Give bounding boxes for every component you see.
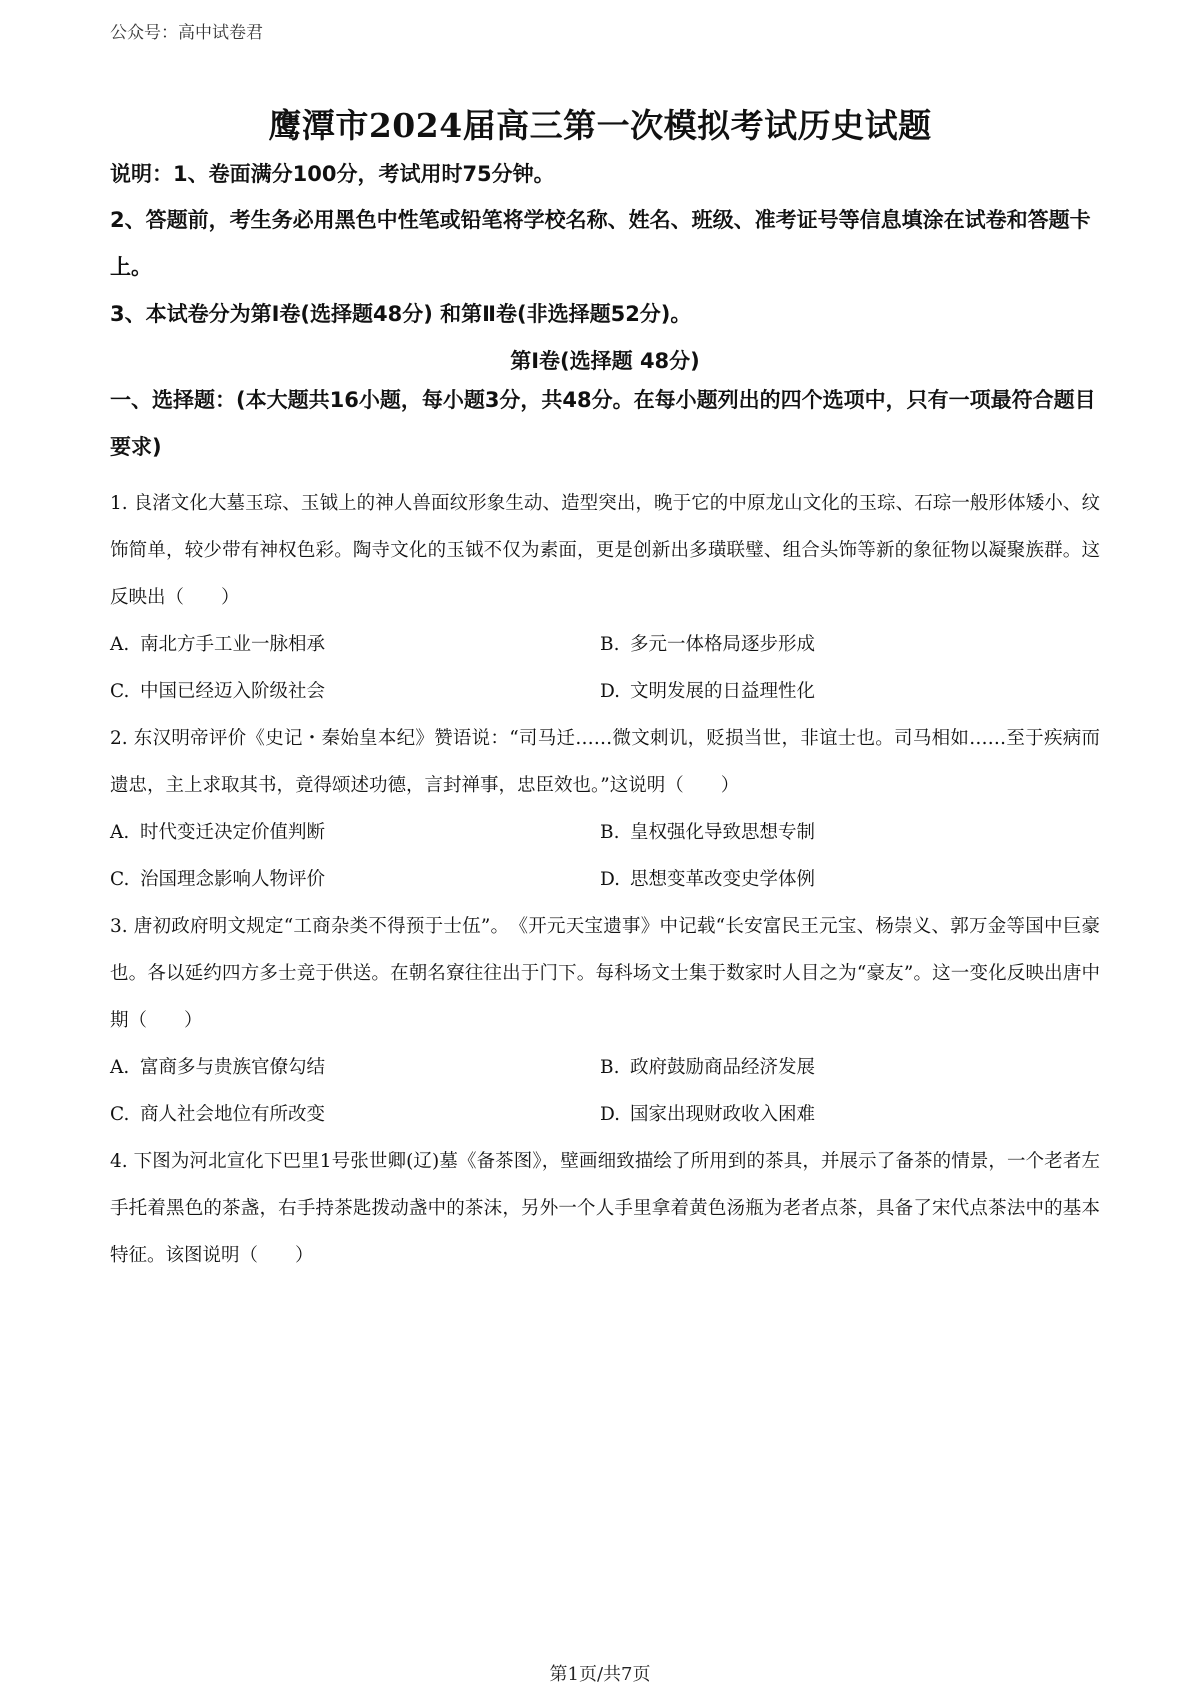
question-1 [110,480,1100,715]
question-stem: 4. 下图为河北宣化下巴里1号张世卿(辽)墓《备茶图》，壁画细致描绘了所用到的茶具，并展示了备茶的情景，一个老者左手托着黑色的茶盏，右手持茶匙拨动盏中的茶沫，另外一个人手里拿着黄色汤瓶为老者点茶，具备了宋代点茶法中的基本特征。该图说明（ ） [110,1151,1100,1266]
question-stem: 1. 良渚文化大墓玉琮、玉钺上的神人兽面纹形象生动、造型突出，晚于它的中原龙山文化的玉琮、石琮一般形体矮小、纹饰简单，较少带有神权色彩。陶寺文化的玉钺不仅为素面，更是创新出多璜联璧、组合头饰等新的象征物以凝聚族群。这反映出（ ） [110,493,1100,608]
option-a[interactable] [110,621,600,668]
instruction-2: 2、答题前，考生务必用黑色中性笔或铅笔将学校名称、姓名、班级、准考证号等信息填涂在试卷和答题卡上。 [110,208,1091,279]
option-list [110,1044,1100,1138]
option-text: 思想变革改变史学体例 [630,869,816,890]
instruction-1: 说明：1、卷面满分100分，考试用时75分钟。 [110,162,555,186]
option-letter: A. [110,822,130,843]
option-d[interactable] [600,668,1100,715]
option-text: 时代变迁决定价值判断 [140,822,326,843]
exam-title: 鹰潭市2024届高三第一次模拟考试历史试题 [268,106,932,145]
option-text: 中国已经迈入阶级社会 [140,681,326,702]
option-text: 南北方手工业一脉相承 [140,634,326,655]
option-d[interactable] [600,856,1100,903]
option-a[interactable] [110,809,600,856]
option-text: 皇权强化导致思想专制 [630,822,816,843]
option-letter: B. [600,634,620,655]
option-letter: B. [600,822,620,843]
option-letter: B. [600,1057,620,1078]
option-letter: D. [600,681,621,702]
question-3 [110,903,1100,1138]
option-b[interactable] [600,809,1100,856]
option-b[interactable] [600,1044,1100,1091]
option-d[interactable] [600,1091,1100,1138]
option-letter: A. [110,1057,130,1078]
option-text: 富商多与贵族官僚勾结 [140,1057,326,1078]
option-text: 商人社会地位有所改变 [140,1104,326,1125]
section-title: 第Ⅰ卷(选择题 48分) [510,349,700,373]
option-text: 文明发展的日益理性化 [630,681,816,702]
option-letter: C. [110,869,130,890]
exam-content [110,160,1100,1279]
header-note: 公众号：高中试卷君 [110,23,263,43]
option-a[interactable] [110,1044,600,1091]
option-c[interactable] [110,668,600,715]
option-text: 国家出现财政收入困难 [630,1104,816,1125]
option-text: 多元一体格局逐步形成 [630,634,816,655]
option-letter: D. [600,869,621,890]
option-letter: C. [110,681,130,702]
option-text: 政府鼓励商品经济发展 [630,1057,816,1078]
option-c[interactable] [110,1091,600,1138]
question-2 [110,715,1100,903]
instruction-3: 3、本试卷分为第Ⅰ卷(选择题48分) 和第Ⅱ卷(非选择题52分)。 [110,302,692,326]
option-list [110,621,1100,715]
option-c[interactable] [110,856,600,903]
part-one-heading: 一、选择题：(本大题共16小题，每小题3分，共48分。在每小题列出的四个选项中，只有一项最符合题目要求) [110,388,1096,459]
question-stem: 2. 东汉明帝评价《史记・秦始皇本纪》赞语说：“司马迁……微文刺讥，贬损当世，非谊士也。司马相如……至于疾病而遗忠，主上求取其书，竟得颂述功德，言封禅事，忠臣效也。”这说明（ ） [110,728,1100,796]
option-b[interactable] [600,621,1100,668]
option-letter: A. [110,634,130,655]
page-footer: 第1页/共7页 [549,1664,651,1685]
option-letter: C. [110,1104,130,1125]
option-text: 治国理念影响人物评价 [140,869,326,890]
question-stem: 3. 唐初政府明文规定“工商杂类不得预于士伍”。 《开元天宝遗事》中记载“长安富民王元宝、杨崇义、郭万金等国中巨豪也。各以延约四方多士竞于供送。在朝名寮往往出于门下。每科场文士集于数家时人目之为“豪友”。这一变化反映出唐中期（ ） [110,916,1100,1031]
option-letter: D. [600,1104,621,1125]
option-list [110,809,1100,903]
question-4 [110,1138,1100,1279]
